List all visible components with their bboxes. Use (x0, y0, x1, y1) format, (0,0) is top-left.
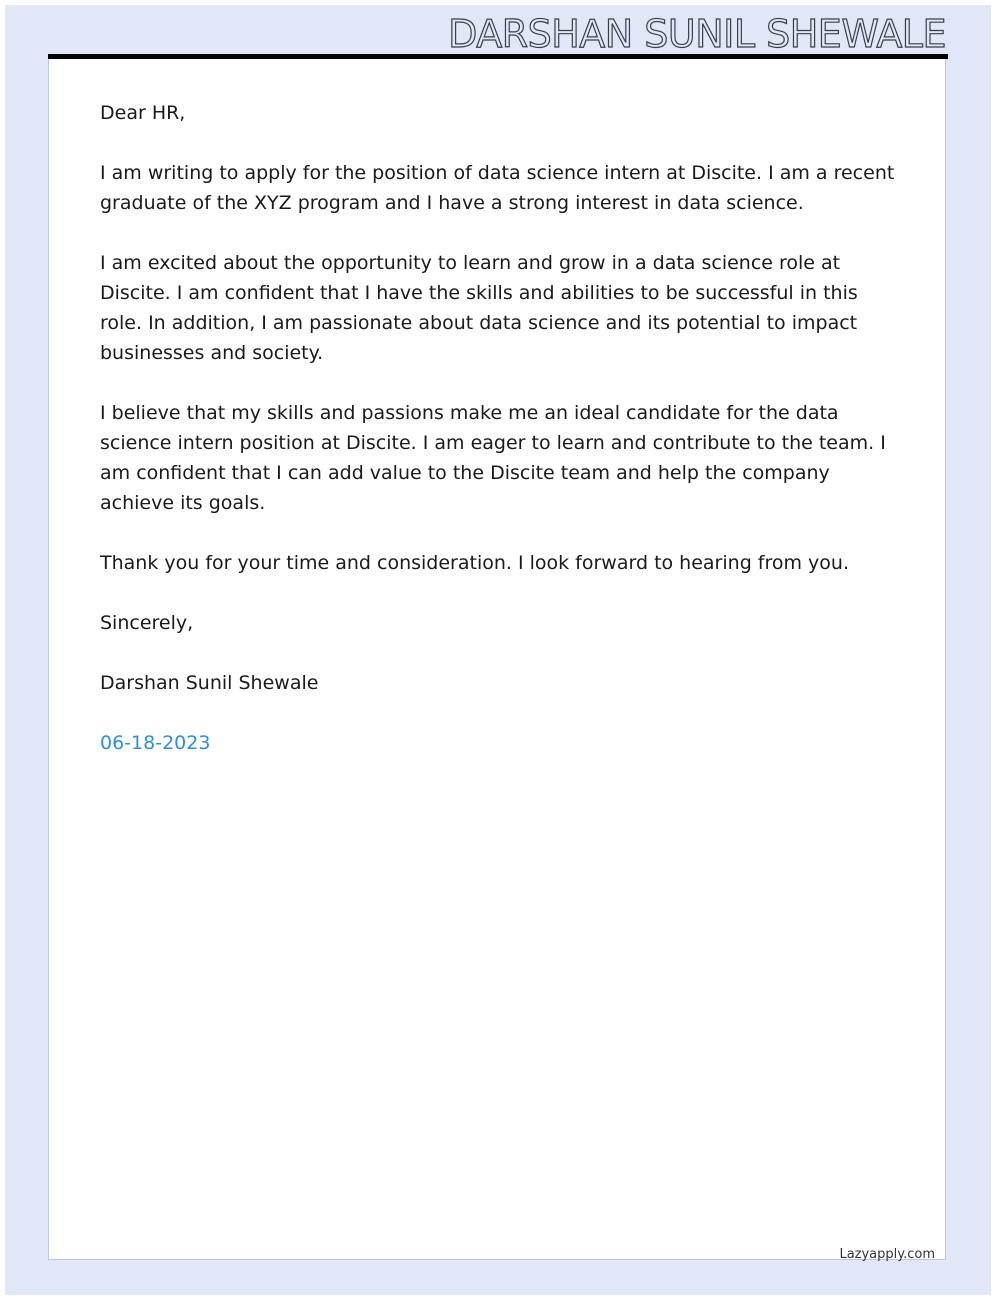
paragraph-2: I am excited about the opportunity to learn and grow in a data science role at Discite. I am confident that I have the skills and abilities to be successful in this role. In addition, I am passionate about data science and its potential to impact businesses and society. (100, 252, 858, 364)
applicant-name-heading: DARSHAN SUNIL SHEWALE (448, 12, 946, 56)
paragraph-1: I am writing to apply for the position of data science intern at Discite. I am a recent graduate of the XYZ program and I have a strong interest in data science. (100, 162, 895, 214)
letter-date: 06-18-2023 (100, 732, 211, 754)
signature-name: Darshan Sunil Shewale (100, 672, 319, 694)
footer-brand: Lazyapply.com (839, 1247, 935, 1262)
paragraph-4: Thank you for your time and consideration. I look forward to hearing from you. (100, 552, 849, 574)
letter-body (100, 98, 900, 788)
paragraph-3: I believe that my skills and passions make me an ideal candidate for the data science intern position at Discite. I am eager to learn and contribute to the team. I am confident that I can add value to the Discite team and help the company achieve its goals. (100, 402, 886, 514)
salutation: Dear HR, (100, 102, 186, 124)
closing: Sincerely, (100, 612, 194, 634)
